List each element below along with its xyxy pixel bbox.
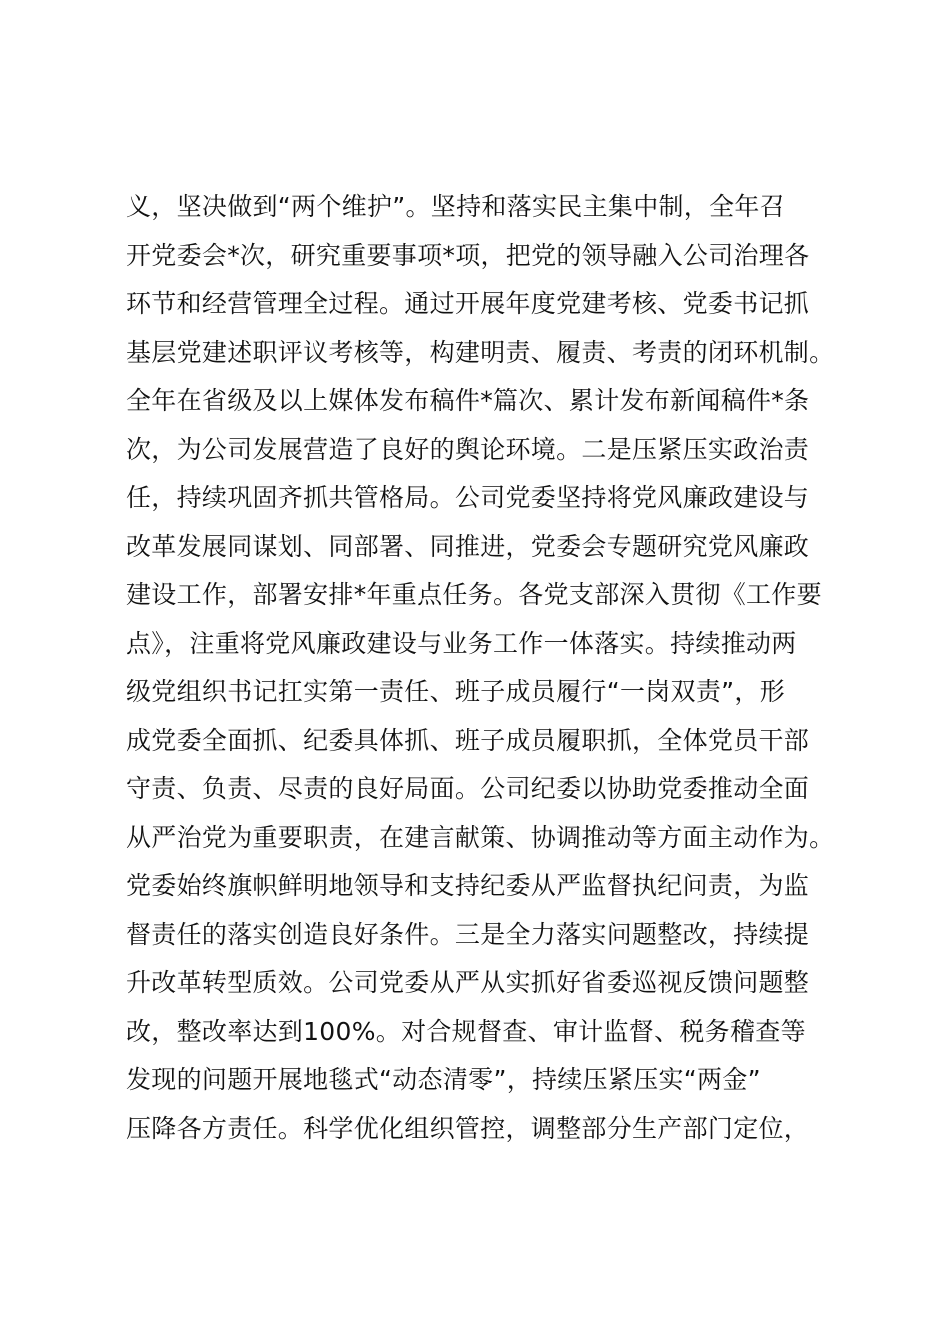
text-line: 建设工作，部署安排*年重点任务。各党支部深入贯彻《工作要 — [126, 580, 822, 609]
text-line: 点》，注重将党风廉政建设与业务工作一体落实。持续推动两 — [126, 628, 797, 658]
text-line: 改，整改率达到100%。对合规督查、审计监督、税务稽查等 — [126, 1016, 806, 1046]
text-line: 开党委会*次，研究重要事项*项，把党的领导融入公司治理各 — [126, 240, 810, 270]
text-line: 守责、负责、尽责的良好局面。公司纪委以协助党委推动全面 — [126, 774, 810, 803]
text-line: 升改革转型质效。公司党委从严从实抓好省委巡视反馈问题整 — [126, 968, 810, 997]
body-paragraph — [126, 183, 846, 1153]
text-line: 党委始终旗帜鲜明地领导和支持纪委从严监督执纪问责，为监 — [126, 871, 810, 900]
text-line: 次，为公司发展营造了良好的舆论环境。二是压紧压实政治责 — [126, 434, 810, 464]
text-line: 基层党建述职评议考核等，构建明责、履责、考责的闭环机制。 — [126, 337, 835, 367]
text-line: 督责任的落实创造良好条件。三是全力落实问题整改，持续提 — [126, 919, 810, 949]
text-line: 任，持续巩固齐抓共管格局。公司党委坚持将党风廉政建设与 — [126, 483, 810, 512]
text-line: 压降各方责任。科学优化组织管控，调整部分生产部门定位， — [126, 1113, 810, 1143]
text-line: 全年在省级及以上媒体发布稿件*篇次、累计发布新闻稿件*条 — [126, 386, 810, 415]
text-line: 发现的问题开展地毯式“动态清零”，持续压紧压实“两金” — [126, 1065, 761, 1094]
text-line: 义，坚决做到“两个维护”。坚持和落实民主集中制，全年召 — [126, 192, 786, 221]
text-line: 从严治党为重要职责，在建言献策、协调推动等方面主动作为。 — [126, 822, 835, 852]
text-line: 环节和经营管理全过程。通过开展年度党建考核、党委书记抓 — [126, 289, 810, 318]
text-line: 成党委全面抓、纪委具体抓、班子成员履职抓，全体党员干部 — [126, 725, 810, 755]
text-line: 改革发展同谋划、同部署、同推进，党委会专题研究党风廉政 — [126, 531, 810, 561]
text-line: 级党组织书记扛实第一责任、班子成员履行“一岗双责”，形 — [126, 677, 786, 706]
